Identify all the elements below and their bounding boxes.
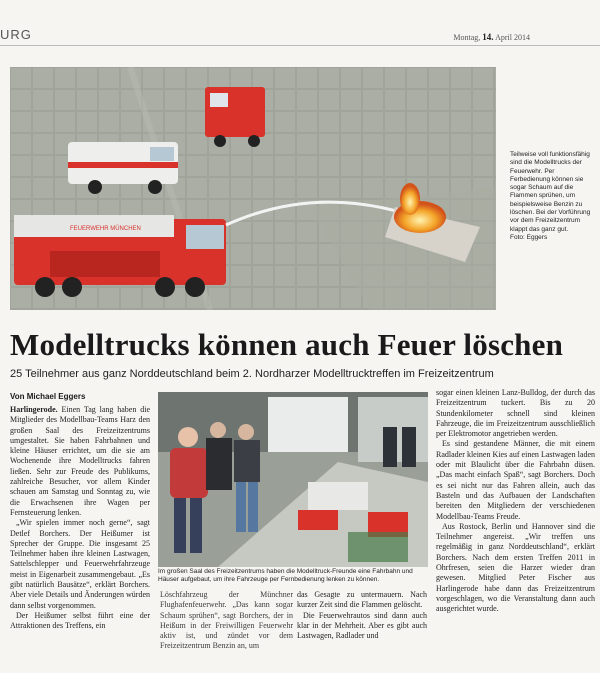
paragraph-text: Einen Tag lang haben die Mitglieder des Modellbau-Teams Harz den großen Saal des Freizeitzentrums umgestaltet. Sie haben Fahrbahnen und kleine Häuser errichtet, um die sie am Wochenende ihre Modelltrucks fahren ließen. Sehr zur Freude des Publikums, zahlreiche Besucher, vor allem Kinder schauen am Samstag und Sonntag zu, wie die Erwachsenen ihre Wagen per Fernsteuerung lenken. bbox=[10, 405, 150, 517]
section-label: URG bbox=[0, 27, 32, 42]
paragraph-text: „Wir spielen immer noch gerne“, sagt Detlef Borchers. Der Heißumer ist Sprecher der Gruppe. Die insgesamt 25 Teilnehmer haben ihre kleinen Lastwagen, Sattelschlepper und Feuerwehrfahrzeuge meist in Eigenarbeit zusammengebaut. „Es gibt natürlich Bausätze“, erklärt Borchers. Aber viele Details und Änderungen würden dann selbst vorgenommen. bbox=[10, 518, 150, 610]
date-weekday: Montag, bbox=[453, 33, 481, 42]
issue-date bbox=[453, 32, 530, 42]
dateline: Harlingerode. bbox=[10, 405, 58, 414]
article-column-1 bbox=[10, 405, 150, 632]
paragraph: Löschfahrzeug der Münchner Flughafenfeuerwehr. „Das kann sogar Schaum sprühen“, sagt Borchers, der in Heißum in der Freiwilligen Feuerwehr aktiv ist, und zündet vor dem Freizeitzentrum Benzin an, um bbox=[160, 590, 293, 651]
inset-photo-caption: Im großen Saal des Freizeitzentrums haben die Modelltruck-Freunde eine Fahrbahn und Häuser aufgebaut, um ihre Fahrzeuge per Fernbedienung lenken zu können. bbox=[158, 568, 413, 583]
paragraph-text: Der Heißumer selbst führt eine der Attraktionen des Treffens, ein bbox=[10, 610, 150, 631]
paragraph bbox=[10, 405, 150, 518]
inset-photo bbox=[158, 392, 428, 567]
headline: Modelltrucks können auch Feuer löschen bbox=[10, 327, 564, 362]
subheadline: 25 Teilnehmer aus ganz Norddeutschland beim 2. Nordharzer Modelltrucktreffen im Freizeitzentrum bbox=[10, 368, 494, 380]
main-photo-caption-text: Teilweise voll funktionsfähig sind die Modelltrucks der Feuerwehr. Per Ferbedienung können sie sogar Schaum auf die Flammen sprühen, um beispielsweise Benzin zu löschen. Bei der Vorführung vor dem Freizeitzentrum klappt das ganz gut. bbox=[510, 151, 591, 233]
date-month-year: April 2014 bbox=[495, 33, 530, 42]
main-photo bbox=[10, 67, 496, 310]
article-column-4 bbox=[436, 388, 595, 615]
date-day: 14. bbox=[482, 32, 494, 42]
paragraph: Es sind gestandene Männer, die mit einem Radlader kleinen Kies auf einen Lastwagen laden oder mit Blaulicht über die Fahrbahn düsen. „Das macht einfach Spaß“, sagt Borchers. Doch es sei nicht nur das Fahren allein, auch das Basteln und das Aufbauen der Landschaften bereiten den Mitgliedern der verschiedenen Modellbau-Teams Freude. bbox=[436, 439, 595, 521]
article-column-3 bbox=[297, 590, 427, 641]
paragraph bbox=[10, 611, 150, 632]
photo-credit: Foto: Eggers bbox=[510, 233, 548, 241]
byline: Von Michael Eggers bbox=[10, 392, 86, 401]
masthead-divider bbox=[0, 45, 600, 46]
paragraph: Die Feuerwehrautos sind dann auch klar in der Mehrheit. Aber es gibt auch Lastwagen, Radlader und bbox=[297, 610, 427, 641]
truck-label: FEUERWEHR MÜNCHEN bbox=[70, 226, 141, 232]
paragraph bbox=[10, 518, 150, 611]
paragraph: sogar einen kleinen Lanz-Bulldog, der durch das Freizeitzentrum tuckert. Bis zu 20 Stundenkilometer schnell sind kleinen Fahrzeuge, die im Freizeitzentrum ausschließlich per Elektromotor angetrieben werden. bbox=[436, 388, 595, 439]
paragraph: Aus Rostock, Berlin und Hannover sind die Teilnehmer angereist. „Wir treffen uns regelmäßig in ganz Norddeutschland“, erklärt Borchers. Nach dem ersten Treffen 2011 in Ohrfresen, seien die Harzer wieder dran gewesen. Mitglied Peter Fischer aus Harlingerode habe dann das Freizeitzentrum vorgeschlagen, wo die Veranstaltung dann auch ausgerichtet wurde. bbox=[436, 521, 595, 614]
article-column-2 bbox=[160, 590, 293, 652]
truck-large-front bbox=[14, 215, 226, 297]
paragraph: das Gesagte zu untermauern. Nach kurzer Zeit sind die Flammen gelöscht. bbox=[297, 590, 427, 610]
main-photo-caption bbox=[510, 151, 594, 242]
